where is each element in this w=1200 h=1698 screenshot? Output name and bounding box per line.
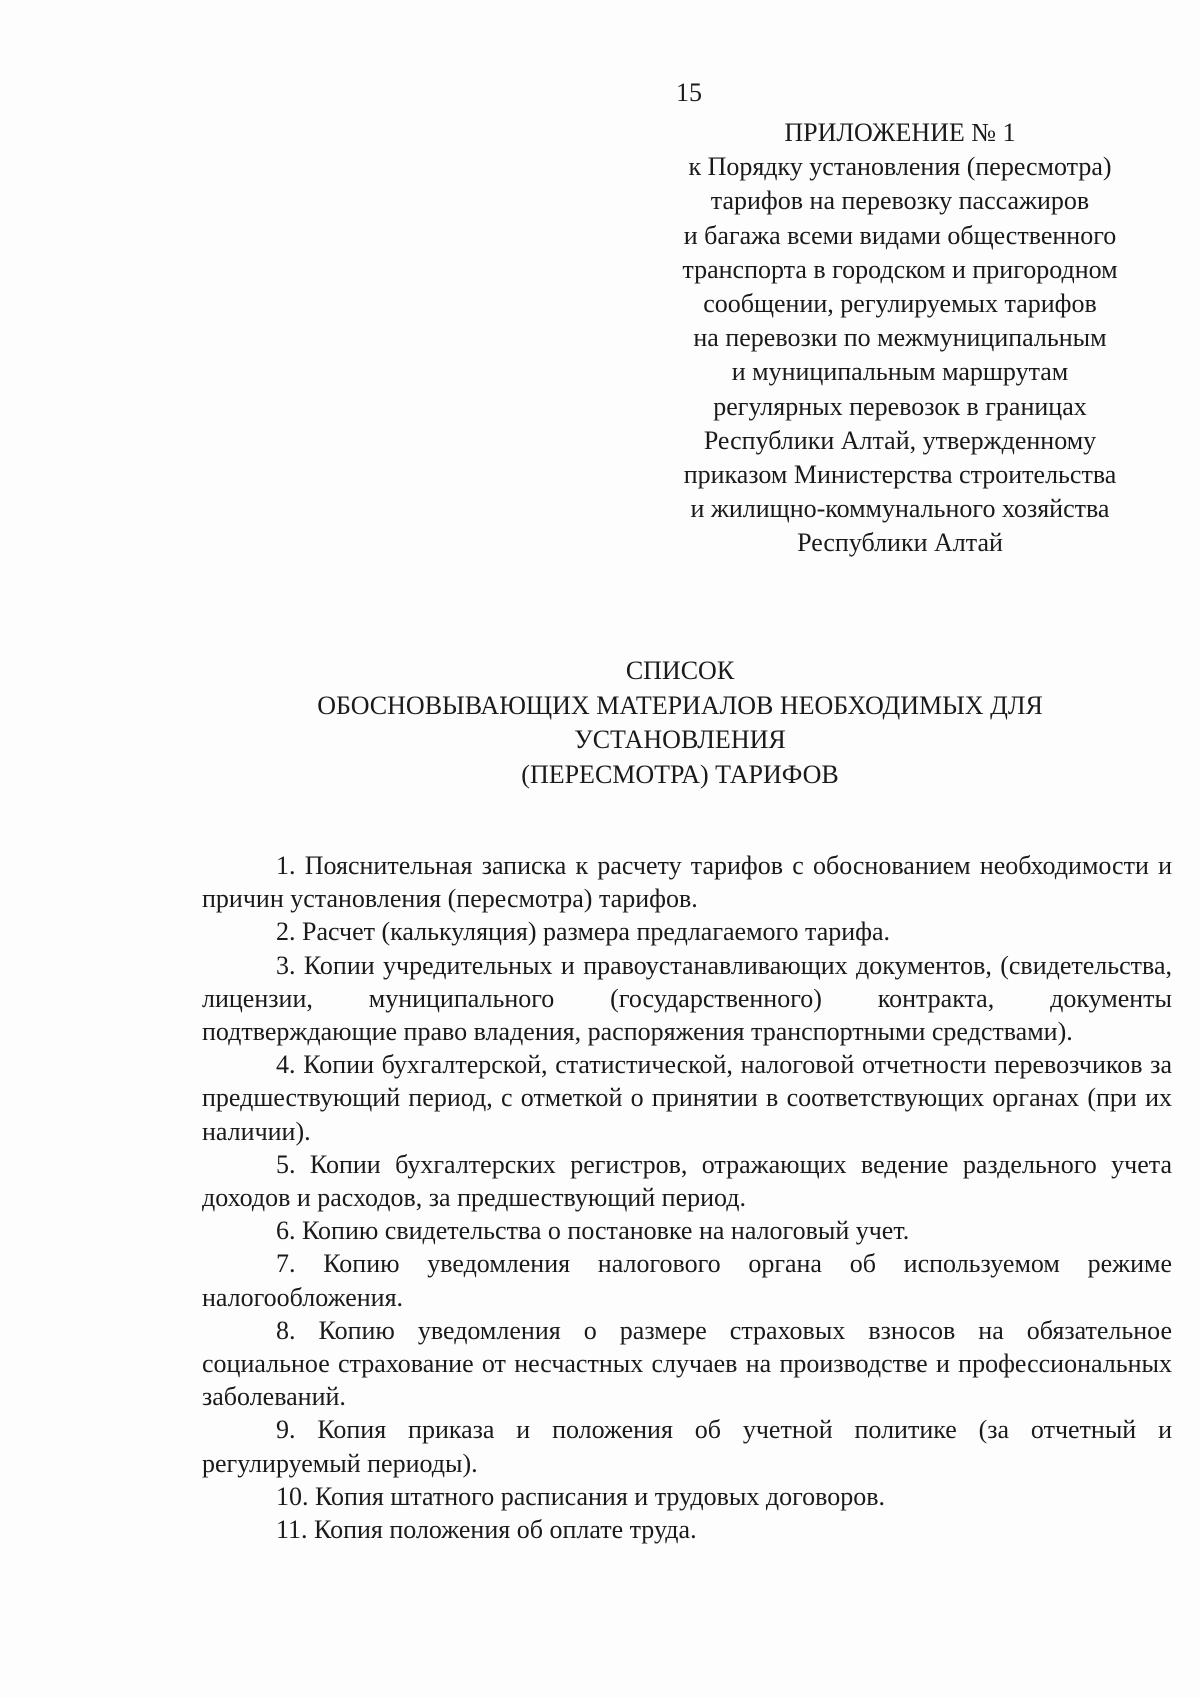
materials-list <box>202 849 1172 1546</box>
list-item: 6. Копию свидетельства о постановке на налоговый учет. <box>276 1216 910 1246</box>
list-item: 7. Копию уведомления налогового органа об используемом режиме налогообложения. <box>202 1249 1172 1312</box>
appendix-line: Республики Алтай <box>797 528 1003 558</box>
appendix-line: на перевозки по межмуниципальным <box>693 323 1107 353</box>
appendix-block <box>640 116 1160 561</box>
title-line: УСТАНОВЛЕНИЯ <box>574 725 786 754</box>
list-item: 4. Копии бухгалтерской, статистической, налоговой отчетности перевозчиков за предшествующий период, с отметкой о принятии в соответствующих органах (при их наличии). <box>202 1050 1172 1146</box>
list-item: 1. Пояснительная записка к расчету тарифов с обоснованием необходимости и причин установления (пересмотра) тарифов. <box>202 851 1172 914</box>
appendix-line: и муниципальным маршрутам <box>731 357 1069 387</box>
list-item: 2. Расчет (калькуляция) размера предлагаемого тарифа. <box>276 917 891 947</box>
title-line: СПИСОК <box>625 656 735 685</box>
appendix-line: сообщении, регулируемых тарифов <box>703 289 1097 319</box>
title-line: ОБОСНОВЫВАЮЩИХ МАТЕРИАЛОВ НЕОБХОДИМЫХ ДЛЯ <box>317 690 1043 720</box>
appendix-heading: ПРИЛОЖЕНИЕ № 1 <box>784 118 1016 147</box>
list-item: 11. Копия положения об оплате труда. <box>276 1515 697 1545</box>
list-item: 9. Копия приказа и положения об учетной политике (за отчетный и регулируемый периоды). <box>202 1415 1172 1478</box>
page-number: 15 <box>676 78 702 107</box>
appendix-line: и багажа всеми видами общественного <box>683 220 1117 250</box>
appendix-line: тарифов на перевозку пассажиров <box>710 186 1090 216</box>
list-item: 3. Копии учредительных и правоустанавливающих документов, (свидетельства, лицензии, муниципального (государственного) контракта, документы подтверждающие право владения, распоряжения транспортными средствами). <box>202 950 1172 1047</box>
appendix-line: к Порядку установления (пересмотра) <box>688 152 1112 182</box>
appendix-line: Республики Алтай, утвержденному <box>703 425 1097 455</box>
list-item: 8. Копию уведомления о размере страховых взносов на обязательное социальное страхование от несчастных случаев на производстве и профессиональных заболеваний. <box>202 1315 1172 1412</box>
appendix-line: и жилищно-коммунального хозяйства <box>690 494 1110 524</box>
list-item: 5. Копии бухгалтерских регистров, отражающих ведение раздельного учета доходов и расходов, за предшествующий период. <box>202 1149 1172 1213</box>
title-line: (ПЕРЕСМОТРА) ТАРИФОВ <box>521 759 839 789</box>
appendix-line: транспорта в городском и пригородном <box>682 254 1118 284</box>
appendix-line: приказом Министерства строительства <box>683 460 1117 490</box>
document-title <box>200 654 1160 792</box>
appendix-line: регулярных перевозок в границах <box>713 391 1087 421</box>
list-item: 10. Копия штатного расписания и трудовых договоров. <box>276 1481 885 1511</box>
